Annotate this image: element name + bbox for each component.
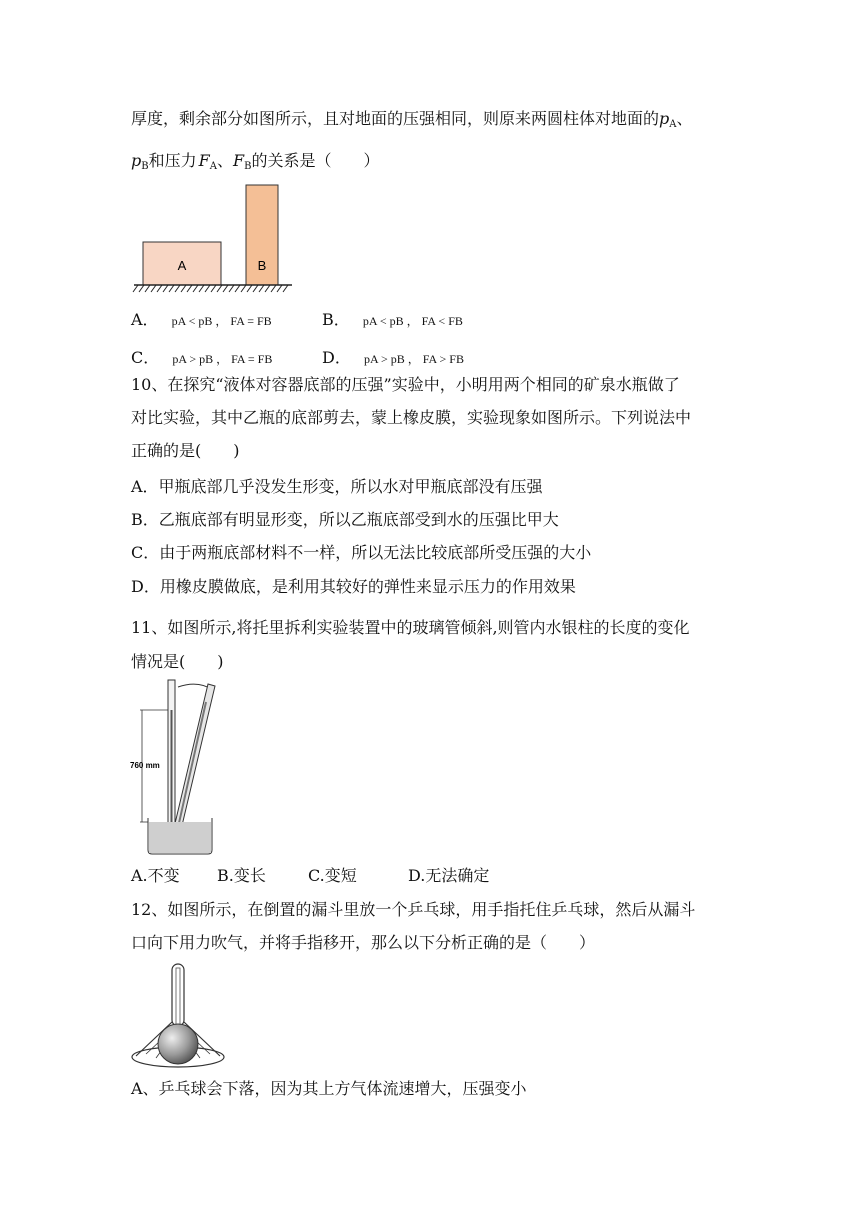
- q10-option-c[interactable]: C．由于两瓶底部材料不一样，所以无法比较底部所受压强的大小: [131, 543, 592, 562]
- q11-torricelli-figure: [128, 672, 228, 858]
- q9-line-2: [131, 153, 379, 172]
- q9-option-c-expr: pA > pB ， FA = FB: [172, 352, 273, 366]
- q9-line-1-text: 厚度，剩余部分如图所示，且对地面的压强相同，则原来两圆柱体对地面的: [131, 109, 660, 128]
- q9-line-2-sep: 、: [216, 151, 233, 170]
- q12-stem-line-1: 12、如图所示，在倒置的漏斗里放一个乒乓球，用手指托住乒乓球，然后从漏斗: [131, 900, 696, 919]
- q12-stem-line-2: 口向下用力吹气，并将手指移开，那么以下分析正确的是（ ）: [131, 933, 596, 952]
- height-label: 760 mm: [130, 761, 160, 770]
- q9-option-c-key: C．: [131, 348, 160, 367]
- q10-option-b[interactable]: B．乙瓶底部有明显形变，所以乙瓶底部受到水的压强比甲大: [131, 510, 559, 529]
- q11-stem-line-1: 11、如图所示,将托里拆利实验装置中的玻璃管倾斜,则管内水银柱的长度的变化: [131, 618, 690, 637]
- q11-option-b[interactable]: B.变长: [217, 866, 266, 885]
- q9-pb-symbol: p: [131, 151, 142, 170]
- q11-option-c[interactable]: C.变短: [308, 866, 357, 885]
- block-a-label: A: [177, 258, 187, 273]
- tilted-mercury: [177, 702, 206, 832]
- q10-stem-line-2: 对比实验，其中乙瓶的底部剪去，蒙上橡皮膜，实验现象如图所示。下列说法中: [131, 408, 692, 427]
- q11-option-a[interactable]: A.不变: [131, 866, 180, 885]
- q9-line-1: [131, 111, 693, 130]
- q10-option-d[interactable]: D．用橡皮膜做底，是利用其较好的弹性来显示压力的作用效果: [131, 577, 576, 596]
- q9-option-b-key: B．: [322, 310, 350, 329]
- q11-option-d[interactable]: D.无法确定: [408, 866, 490, 885]
- q9-option-d-expr: pA > pB ， FA > FB: [363, 352, 464, 366]
- q9-line-2-end: 的关系是（ ）: [251, 151, 380, 170]
- q9-fa-symbol: F: [198, 151, 210, 170]
- q9-pb-sub: B: [141, 161, 149, 172]
- q12-option-a[interactable]: A、乒乓球会下落，因为其上方气体流速增大，压强变小: [131, 1079, 527, 1098]
- q9-option-b[interactable]: [322, 312, 463, 328]
- q10-option-a[interactable]: A．甲瓶底部几乎没发生形变，所以水对甲瓶底部没有压强: [131, 477, 543, 496]
- q9-fa-sub: A: [209, 161, 217, 172]
- q9-option-a-expr: pA < pB ， FA = FB: [171, 314, 272, 328]
- q9-option-d[interactable]: [322, 350, 464, 366]
- q9-option-a-key: A．: [131, 310, 159, 329]
- q9-option-a[interactable]: [131, 312, 272, 328]
- q9-fb-symbol: F: [232, 151, 245, 170]
- block-b-label: B: [257, 258, 267, 273]
- q9-option-c[interactable]: [131, 350, 272, 366]
- q9-line-2-mid: 和压力: [148, 151, 197, 170]
- q9-pa-sub: A: [669, 119, 677, 130]
- q10-stem-line-1: 10、在探究“液体对容器底部的压强”实验中，小明用两个相同的矿泉水瓶做了: [131, 375, 680, 394]
- q12-funnel-figure: [128, 958, 240, 1073]
- funnel-pipe-inner: [176, 968, 180, 1026]
- ground-hatch: [133, 285, 288, 292]
- q9-pa-symbol: p: [659, 109, 670, 128]
- ping-pong-ball: [158, 1024, 198, 1064]
- dish-mercury: [149, 822, 211, 853]
- q9-fb-sub: B: [244, 161, 252, 172]
- q9-option-b-expr: pA < pB ， FA < FB: [362, 314, 463, 328]
- q9-option-d-key: D．: [322, 348, 351, 367]
- q11-stem-line-2: 情况是( ): [131, 652, 224, 671]
- q9-line-1-end: 、: [676, 109, 693, 128]
- q9-blocks-figure: [130, 180, 300, 300]
- q10-stem-line-3: 正确的是( ): [131, 441, 240, 460]
